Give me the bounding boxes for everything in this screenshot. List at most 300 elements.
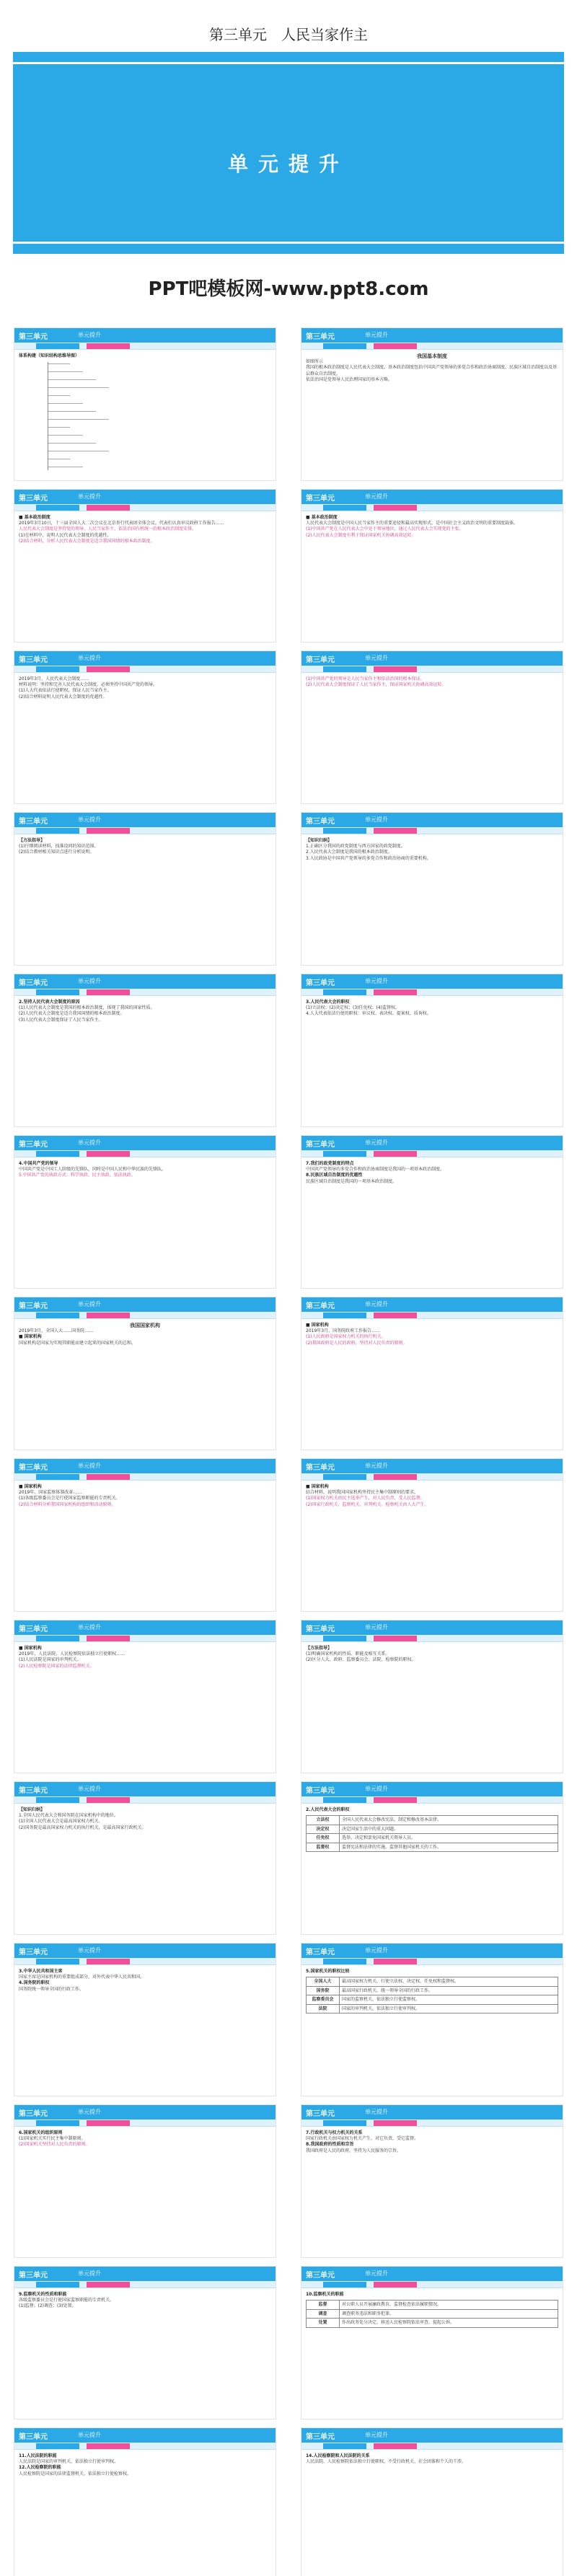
slide-body bbox=[301, 1481, 563, 1512]
slide-nav-tab bbox=[374, 343, 417, 349]
slide-line: 4.中国共产党的领导 bbox=[19, 1161, 58, 1166]
slide-unit-label: 第三单元 bbox=[19, 656, 48, 664]
slide-nav-tab bbox=[87, 505, 130, 511]
slide-body bbox=[301, 350, 563, 387]
slide-nav-tab bbox=[87, 1313, 130, 1318]
slide-nav-tab bbox=[36, 1474, 79, 1480]
slide-unit-label: 第三单元 bbox=[306, 979, 335, 987]
slide-line: 人民法院、人民检察院依法独立行使职权，不受行政机关、社会团体和个人的干涉。 bbox=[306, 2459, 467, 2465]
slide-line: (2)结合材料，分析人民代表大会制度是适合我国国情的根本政治制度。 bbox=[19, 538, 155, 544]
slide-nav-tab bbox=[323, 666, 366, 672]
slide-header bbox=[301, 974, 563, 989]
slide-body bbox=[14, 350, 276, 480]
slide-unit-label: 第三单元 bbox=[19, 979, 48, 987]
slide-line: 人民检察院是国家的法律监督机关，依法独立行使检察权。 bbox=[19, 2471, 132, 2476]
slide-line: 3.人民政协是中国共产党领导的多党合作和政治协商的重要机构。 bbox=[306, 855, 431, 861]
slide-line: (1)全国人民代表大会是最高国家权力机关。 bbox=[19, 1819, 103, 1825]
slide-header bbox=[14, 1782, 276, 1796]
slide-sub-label: 单元提升 bbox=[78, 1624, 101, 1631]
slide-header bbox=[14, 2267, 276, 2281]
slide-nav-tab bbox=[36, 1313, 79, 1318]
table-value-cell: 调查职务违法和职务犯罪。 bbox=[340, 2309, 558, 2319]
slide-unit-label: 第三单元 bbox=[19, 1787, 48, 1795]
slide-line: 中国共产党领导的多党合作和政治协商制度是我国的一项基本政治制度。 bbox=[306, 1167, 445, 1173]
table-value-cell: 决定国家生活中的重大问题。 bbox=[340, 1825, 558, 1834]
slide-nav-tab bbox=[87, 1151, 130, 1157]
slide-line: 各级监察委员会是行使国家监察职能的专责机关。 bbox=[19, 2298, 115, 2303]
slide-thumbnail bbox=[301, 1459, 563, 1611]
slide-unit-label: 第三单元 bbox=[306, 656, 335, 664]
slide-nav-tab bbox=[374, 2282, 417, 2288]
slide-nav-bar bbox=[14, 1473, 276, 1481]
slide-line: 中国共产党是中国工人阶级的先锋队，同时是中国人民和中华民族的先锋队。 bbox=[19, 1167, 167, 1173]
slide-thumbnail bbox=[14, 1297, 276, 1450]
slide-header bbox=[301, 651, 563, 666]
slide-line: 1.全国人民代表大会和国务院在国家机构中的地位。 bbox=[19, 1813, 118, 1819]
table-row bbox=[307, 2309, 558, 2319]
slide-line: 4.人大代表依法行使的职权：审议权、表决权、提案权、质询权。 bbox=[306, 1011, 431, 1017]
slide-line: (1)人民法院是国家的审判机关。 bbox=[19, 1657, 82, 1663]
slide-sub-label: 单元提升 bbox=[78, 1301, 101, 1307]
slide-unit-label: 第三单元 bbox=[306, 1302, 335, 1310]
slide-nav-bar bbox=[301, 504, 563, 511]
slide-nav-tab bbox=[323, 989, 366, 995]
slide-body bbox=[14, 1481, 276, 1512]
slide-line: (2)国务院是最高国家权力机关的执行机关，是最高国家行政机关。 bbox=[19, 1825, 146, 1830]
slide-body bbox=[14, 1157, 276, 1183]
mind-map-branch bbox=[48, 379, 96, 380]
slide-unit-label: 第三单元 bbox=[19, 1626, 48, 1633]
slide-nav-tab bbox=[36, 2282, 79, 2288]
slide-unit-label: 第三单元 bbox=[19, 495, 48, 503]
table-row bbox=[307, 1816, 558, 1825]
slide-header bbox=[14, 1620, 276, 1635]
slide-header bbox=[301, 328, 563, 343]
slide-line: 【方法指导】 bbox=[19, 838, 45, 843]
slide-nav-tab bbox=[36, 1636, 79, 1641]
slide-line: 【知识归纳】 bbox=[306, 838, 332, 843]
slide-nav-bar bbox=[14, 827, 276, 834]
slide-line: (1)明确国家机构的性质、职能及相互关系。 bbox=[306, 1651, 390, 1657]
slide-nav-tab bbox=[374, 1151, 417, 1157]
slide-nav-tab bbox=[36, 2443, 79, 2449]
slide-nav-bar bbox=[14, 504, 276, 511]
slide-line: (3)人民代表大会制度保证了人民当家作主。 bbox=[19, 1017, 103, 1023]
mind-map-branch bbox=[48, 443, 96, 444]
slide-line: (2)人民代表大会制度是适合我国国情的根本政治制度。 bbox=[19, 1011, 125, 1017]
slide-nav-bar bbox=[14, 2281, 276, 2288]
slide-unit-label: 第三单元 bbox=[19, 1141, 48, 1149]
slide-unit-label: 第三单元 bbox=[306, 1141, 335, 1149]
slide-line: (1)各级监察委员会是行使国家监察职能的专责机关。 bbox=[19, 1496, 120, 1501]
slide-unit-label: 第三单元 bbox=[19, 2110, 48, 2118]
page-title: 第三单元 人民当家作主 bbox=[209, 26, 368, 43]
slide-line: (2)结合教材相关知识点进行分析说明。 bbox=[19, 850, 94, 855]
watermark-text: PPT吧模板网-www.ppt8.com bbox=[148, 278, 429, 300]
table-row bbox=[307, 1977, 558, 1987]
slide-thumbnail bbox=[14, 651, 276, 803]
slide-line: 材料说明：坚持和完善人民代表大会制度，必须坚持中国共产党的领导。 bbox=[19, 682, 158, 688]
slide-nav-bar bbox=[14, 1150, 276, 1157]
slide-unit-label: 第三单元 bbox=[19, 333, 48, 341]
slide-nav-tab bbox=[374, 1313, 417, 1318]
slide-nav-bar bbox=[301, 1958, 563, 1965]
slide-header bbox=[301, 490, 563, 504]
table-key-cell: 决定权 bbox=[307, 1825, 340, 1834]
slide-line: 3.中华人民共和国主席 bbox=[19, 1969, 63, 1974]
slide-sub-label: 单元提升 bbox=[78, 978, 101, 984]
slide-thumbnail bbox=[14, 490, 276, 642]
slide-thumbnail bbox=[301, 2105, 563, 2257]
slide-line: ■ 基本政治制度 bbox=[306, 515, 338, 520]
slide-nav-tab bbox=[36, 828, 79, 834]
slide-nav-tab bbox=[87, 1959, 130, 1964]
slide-line: 2.坚持人民代表大会制度的原因 bbox=[19, 1000, 80, 1005]
slide-nav-tab bbox=[323, 2443, 366, 2449]
slide-sub-label: 单元提升 bbox=[365, 493, 388, 500]
slide-nav-tab bbox=[87, 2282, 130, 2288]
slide-line: 12.人民检察院的职能 bbox=[19, 2465, 61, 2471]
table-key-cell: 调查 bbox=[307, 2309, 340, 2319]
table-key-cell: 国务院 bbox=[307, 1986, 340, 1995]
slide-line: (1)人大代表依法行使职权，保证人民当家作主。 bbox=[19, 688, 112, 694]
slide-body bbox=[301, 1157, 563, 1188]
slide-line: 依法治国是党领导人民治理国家的基本方略。 bbox=[306, 376, 393, 382]
slide-nav-bar bbox=[301, 2281, 563, 2288]
table-key-cell: 监督权 bbox=[307, 1843, 340, 1852]
slide-unit-label: 第三单元 bbox=[306, 1464, 335, 1472]
slide-unit-label: 第三单元 bbox=[19, 1949, 48, 1957]
slide-line: 3.人民代表大会的职权 bbox=[306, 1000, 350, 1005]
slide-thumbnail bbox=[301, 2428, 563, 2576]
slide-body bbox=[14, 2450, 276, 2481]
slide-header bbox=[14, 1297, 276, 1312]
slide-line: 体系构建（知识结构思维导图） bbox=[19, 353, 80, 358]
table-row bbox=[307, 2301, 558, 2310]
slide-line: (2)人民代表大会制度保证了人民当家作主，保证国家机关协调高效运转。 bbox=[306, 682, 446, 688]
slide-line: 人民法院是国家的审判机关，依法独立行使审判权。 bbox=[19, 2459, 119, 2465]
slide-nav-tab bbox=[374, 2120, 417, 2126]
slide-header bbox=[301, 1459, 563, 1473]
slide-body bbox=[14, 834, 276, 860]
slide-nav-tab bbox=[374, 989, 417, 995]
slide-header bbox=[301, 2105, 563, 2120]
slide-sub-label: 单元提升 bbox=[365, 332, 388, 338]
table-value-cell: 最高国家权力机关，行使立法权、决定权、任免权和监督权。 bbox=[340, 1977, 558, 1987]
slide-unit-label: 第三单元 bbox=[306, 1626, 335, 1633]
table-row bbox=[307, 1843, 558, 1852]
slide-line: 我国的根本政治制度是人民代表大会制度，基本政治制度包括中国共产党领导的多党合作和政治协商制度、民族区域自治制度以及基层群众自治制度。 bbox=[306, 365, 558, 376]
slide-thumbnail bbox=[14, 2105, 276, 2257]
slide-body bbox=[301, 1642, 563, 1667]
slide-body bbox=[301, 673, 563, 692]
slide-thumbnail bbox=[301, 2267, 563, 2419]
mind-map-branch bbox=[48, 411, 96, 412]
slide-line: 2019年，人民法院、人民检察院依法独立行使职权…… bbox=[19, 1651, 125, 1657]
slide-header bbox=[301, 1782, 563, 1796]
slide-line: (1)监督；(2)调查；(3)处置。 bbox=[19, 2303, 76, 2309]
table-key-cell: 立法权 bbox=[307, 1816, 340, 1825]
slide-nav-tab bbox=[374, 666, 417, 672]
slide-nav-tab bbox=[323, 343, 366, 349]
slide-nav-tab bbox=[323, 828, 366, 834]
slide-nav-tab bbox=[374, 1474, 417, 1480]
slide-header bbox=[14, 1136, 276, 1150]
table-row bbox=[307, 1825, 558, 1834]
slide-unit-label: 第三单元 bbox=[19, 2433, 48, 2441]
slide-line: 2019年3月，国务院政府工作报告…… bbox=[306, 1328, 381, 1334]
slide-line: 国家主席是国家机构的重要组成部分，对外代表中华人民共和国。 bbox=[19, 1975, 145, 1980]
slide-nav-tab bbox=[36, 505, 79, 511]
slide-unit-label: 第三单元 bbox=[19, 1464, 48, 1472]
slide-line: 2019年，国家监察体制改革…… bbox=[19, 1490, 82, 1496]
slide-body bbox=[14, 996, 276, 1027]
slide-body bbox=[301, 1804, 563, 1856]
mind-map-branch bbox=[48, 419, 109, 420]
slide-nav-tab bbox=[323, 1313, 366, 1318]
slide-thumbnail bbox=[14, 1459, 276, 1611]
slide-line: 6.国家机关的组织原则 bbox=[19, 2130, 63, 2135]
slide-body bbox=[301, 511, 563, 542]
slide-header bbox=[14, 2105, 276, 2120]
slide-line: ■ 国家机构 bbox=[306, 1484, 329, 1489]
slide-nav-tab bbox=[87, 1797, 130, 1803]
slide-line: 2.人民代表大会制度是我国的根本政治制度。 bbox=[306, 850, 392, 855]
slide-line: 民族区域自治制度是我国的一项基本政治制度。 bbox=[306, 1178, 397, 1184]
mind-map-branch bbox=[48, 403, 83, 404]
slide-unit-label: 第三单元 bbox=[19, 818, 48, 826]
slide-nav-tab bbox=[87, 989, 130, 995]
slide-table bbox=[306, 1977, 558, 2013]
slide-line: 我国国家机构 bbox=[130, 1323, 160, 1328]
slide-line: (2)国家行政机关、监察机关、审判机关、检察机关由人大产生。 bbox=[306, 1501, 429, 1507]
slide-thumbnail bbox=[14, 974, 276, 1126]
slide-nav-bar bbox=[301, 989, 563, 996]
slide-body bbox=[14, 1804, 276, 1835]
slide-header bbox=[301, 2428, 563, 2443]
slide-line: 【方法指导】 bbox=[306, 1646, 332, 1651]
slide-unit-label: 第三单元 bbox=[306, 495, 335, 503]
slide-line: (1)仔细阅读材料，找准设问的知识范围。 bbox=[19, 844, 99, 850]
slide-nav-bar bbox=[301, 1796, 563, 1804]
slide-sub-label: 单元提升 bbox=[78, 1786, 101, 1792]
slide-line: 9.监察机关的性质和职能 bbox=[19, 2292, 67, 2297]
slide-line: (2)我国政府是人民的政府，坚持对人民负责的原则。 bbox=[306, 1340, 408, 1346]
slide-nav-tab bbox=[87, 2120, 130, 2126]
slide-header bbox=[301, 1136, 563, 1150]
slide-unit-label: 第三单元 bbox=[306, 2110, 335, 2118]
table-row bbox=[307, 2319, 558, 2328]
slide-sub-label: 单元提升 bbox=[365, 1301, 388, 1307]
table-key-cell: 法院 bbox=[307, 2004, 340, 2013]
slide-thumbnail bbox=[301, 490, 563, 642]
slide-line: (1)人民政府是国家权力机关的执行机关。 bbox=[306, 1334, 386, 1340]
slide-body bbox=[14, 1319, 276, 1350]
mind-map-branch bbox=[48, 427, 70, 428]
slide-sub-label: 单元提升 bbox=[365, 2109, 388, 2115]
table-row bbox=[307, 2004, 558, 2013]
slide-nav-bar bbox=[301, 2443, 563, 2450]
table-key-cell: 监督 bbox=[307, 2301, 340, 2310]
slide-header bbox=[301, 813, 563, 827]
slide-nav-tab bbox=[87, 1474, 130, 1480]
slide-thumbnail bbox=[301, 328, 563, 480]
slide-line: (1)国家权力机关由民主选举产生，对人民负责，受人民监督。 bbox=[306, 1496, 425, 1501]
table-row bbox=[307, 1986, 558, 1995]
slide-line: 5.中国共产党的执政方式：科学执政、民主执政、依法执政。 bbox=[19, 1173, 136, 1178]
slide-nav-tab bbox=[323, 1474, 366, 1480]
slide-nav-tab bbox=[87, 1636, 130, 1641]
slide-line: 结合材料，说明我国国家机构坚持民主集中制原则的要求。 bbox=[306, 1490, 419, 1496]
slide-line: 8.民族区域自治制度的优越性 bbox=[306, 1173, 363, 1178]
slide-thumbnail bbox=[14, 2267, 276, 2419]
table-value-cell: 国家的监察机关，依法独立行使监察权。 bbox=[340, 1995, 558, 2005]
slide-line: (1)中国共产党的领导是人民当家作主和依法治国的根本保证。 bbox=[306, 676, 425, 682]
slide-header bbox=[301, 2267, 563, 2281]
slide-line: (1)立法权；(2)决定权；(3)任免权；(4)监督权。 bbox=[306, 1005, 400, 1011]
table-key-cell: 全国人大 bbox=[307, 1977, 340, 1987]
slide-line: ■ 国家机构 bbox=[19, 1646, 42, 1651]
slide-thumbnail bbox=[14, 2428, 276, 2576]
slide-nav-bar bbox=[301, 666, 563, 673]
slide-unit-label: 第三单元 bbox=[306, 1949, 335, 1957]
table-row bbox=[307, 1834, 558, 1843]
slide-nav-tab bbox=[87, 2443, 130, 2449]
slide-thumbnail bbox=[301, 651, 563, 803]
slide-nav-bar bbox=[301, 1312, 563, 1319]
mind-map-branch bbox=[48, 363, 70, 364]
slide-line: (2)国家机关坚持对人民负责的原则。 bbox=[19, 2142, 90, 2148]
slide-line: 10.监察机关的职能 bbox=[306, 2292, 344, 2297]
slide-thumbnail bbox=[301, 1944, 563, 2096]
slide-nav-bar bbox=[301, 343, 563, 350]
slide-sub-label: 单元提升 bbox=[365, 1947, 388, 1954]
slide-sub-label: 单元提升 bbox=[78, 2270, 101, 2277]
slide-nav-tab bbox=[374, 2443, 417, 2449]
slide-nav-tab bbox=[323, 1959, 366, 1964]
slide-nav-tab bbox=[36, 1151, 79, 1157]
slide-header bbox=[301, 1944, 563, 1958]
slide-nav-bar bbox=[301, 1473, 563, 1481]
slide-header bbox=[301, 1297, 563, 1312]
slide-thumbnail bbox=[301, 974, 563, 1126]
slide-nav-bar bbox=[14, 989, 276, 996]
slide-header bbox=[14, 1459, 276, 1473]
slide-sub-label: 单元提升 bbox=[365, 1139, 388, 1146]
slide-line: 人民代表大会制度是中国人民当家作主的重要途径和最高实现形式，是中国社会主义政治文明的重要制度载体。 bbox=[306, 521, 519, 526]
slide-line: ■ 国家机构 bbox=[19, 1484, 42, 1489]
table-key-cell: 监察委员会 bbox=[307, 1995, 340, 2005]
slide-sub-label: 单元提升 bbox=[78, 1947, 101, 1954]
table-value-cell: 选举、决定和罢免国家机关领导人员。 bbox=[340, 1834, 558, 1843]
slide-unit-label: 第三单元 bbox=[306, 1787, 335, 1795]
slide-nav-tab bbox=[36, 1959, 79, 1964]
slide-nav-bar bbox=[14, 1796, 276, 1804]
slide-nav-tab bbox=[36, 1797, 79, 1803]
slide-nav-bar bbox=[14, 2120, 276, 2127]
slide-line: (2)结合材料分析我国国家机构的组织和活动原则。 bbox=[19, 1501, 116, 1507]
slide-sub-label: 单元提升 bbox=[365, 2432, 388, 2438]
slide-line: 5.国家机关的职权比较 bbox=[306, 1969, 350, 1974]
slide-line: (1)中国共产党在人民代表大会中处于领导地位，通过人民代表大会实现党的主张。 bbox=[306, 526, 464, 532]
slide-nav-tab bbox=[374, 1797, 417, 1803]
hero-title: 单元提升 bbox=[227, 152, 349, 176]
hero-banner bbox=[13, 52, 564, 254]
slide-unit-label: 第三单元 bbox=[306, 2433, 335, 2441]
slide-nav-tab bbox=[374, 505, 417, 511]
slide-line: ■ 国家机构 bbox=[306, 1323, 329, 1328]
slide-body bbox=[301, 996, 563, 1021]
slide-nav-bar bbox=[14, 2443, 276, 2450]
slide-line: 如图所示 bbox=[306, 359, 324, 365]
slide-sub-label: 单元提升 bbox=[78, 1463, 101, 1469]
slide-header bbox=[14, 651, 276, 666]
slide-header bbox=[14, 2428, 276, 2443]
slide-nav-tab bbox=[374, 1959, 417, 1964]
slide-line: (2)人民检察院是国家的法律监督机关。 bbox=[19, 1663, 94, 1669]
mind-map-branch bbox=[48, 435, 83, 436]
slide-sub-label: 单元提升 bbox=[78, 332, 101, 338]
slide-line: 国家机构是国家为实现其职能而建立起来的国家机关的总和。 bbox=[19, 1340, 136, 1346]
slide-sub-label: 单元提升 bbox=[365, 816, 388, 823]
slide-nav-bar bbox=[301, 1150, 563, 1157]
slide-line: 2019年3月，全国人大……国务院…… bbox=[19, 1328, 94, 1334]
slide-thumbnail bbox=[301, 1782, 563, 1934]
slide-nav-bar bbox=[301, 2120, 563, 2127]
slide-header bbox=[14, 813, 276, 827]
slide-sub-label: 单元提升 bbox=[365, 2270, 388, 2277]
slide-sub-label: 单元提升 bbox=[365, 978, 388, 984]
slide-body bbox=[14, 511, 276, 548]
slide-line: (1)在材料中，说明人民代表大会制度的优越性。 bbox=[19, 532, 112, 538]
slide-header bbox=[301, 1620, 563, 1635]
slide-nav-tab bbox=[323, 505, 366, 511]
slide-sub-label: 单元提升 bbox=[365, 1786, 388, 1792]
table-value-cell: 监督宪法和法律的实施，监督其他国家机关的工作。 bbox=[340, 1843, 558, 1852]
slide-thumbnail bbox=[14, 328, 276, 480]
slide-line: 8.我国政府的性质和宗旨 bbox=[306, 2142, 354, 2148]
slide-thumbnail bbox=[14, 1136, 276, 1288]
slide-thumbnail bbox=[301, 813, 563, 965]
slide-line: (1)人民代表大会制度是我国的根本政治制度，体现了我国的国家性质。 bbox=[19, 1005, 155, 1011]
slide-thumbnail bbox=[301, 1620, 563, 1773]
slide-nav-bar bbox=[14, 1312, 276, 1319]
slide-nav-tab bbox=[323, 1797, 366, 1803]
mind-map-branch bbox=[48, 371, 83, 372]
slide-table bbox=[306, 2300, 558, 2328]
slide-body bbox=[301, 834, 563, 865]
slide-table bbox=[306, 1815, 558, 1852]
slide-body bbox=[14, 2288, 276, 2313]
slide-line: 我国政府是人民的政府，坚持为人民服务的宗旨。 bbox=[306, 2148, 402, 2153]
slide-sub-label: 单元提升 bbox=[78, 493, 101, 500]
slide-sub-label: 单元提升 bbox=[78, 2109, 101, 2115]
slide-thumbnail bbox=[14, 1944, 276, 2096]
slide-line: 11.人民法院的职能 bbox=[19, 2453, 57, 2458]
slide-thumbnail bbox=[14, 1620, 276, 1773]
mind-map-branch bbox=[48, 395, 70, 396]
slide-body bbox=[301, 2450, 563, 2469]
slide-unit-label: 第三单元 bbox=[306, 2272, 335, 2280]
slide-nav-tab bbox=[87, 343, 130, 349]
slide-body bbox=[14, 1965, 276, 1996]
table-row bbox=[307, 1995, 558, 2005]
slide-body bbox=[301, 1319, 563, 1350]
slide-line: 7.我们的政党制度的特点 bbox=[306, 1161, 354, 1166]
slide-sub-label: 单元提升 bbox=[365, 655, 388, 661]
slide-nav-tab bbox=[323, 1636, 366, 1641]
slide-line: 人民代表大会制度是坚持党的领导、人民当家作主、依法治国有机统一的根本政治制度安排。 bbox=[19, 526, 197, 532]
